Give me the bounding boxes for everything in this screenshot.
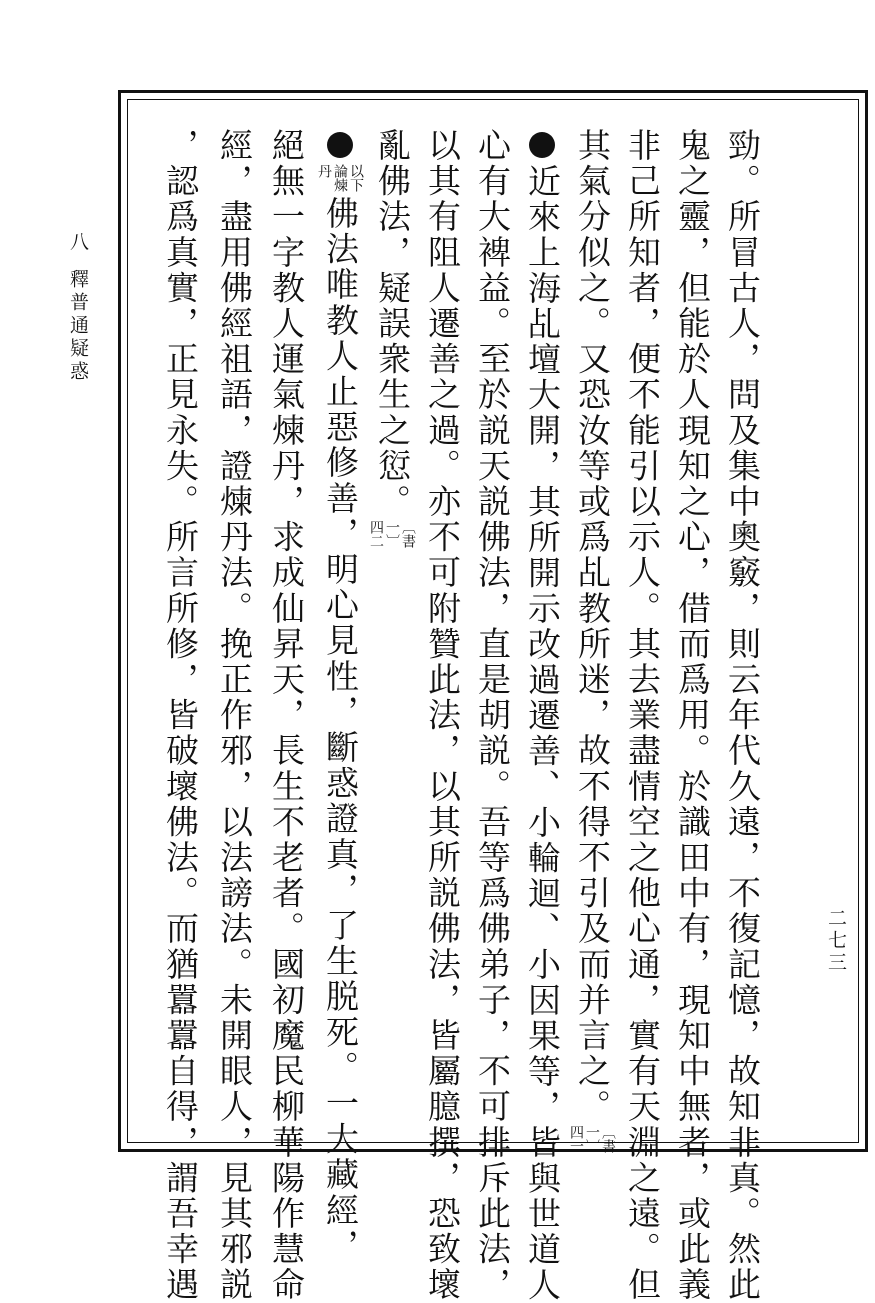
text-column-7	[418, 128, 466, 1303]
citation-note: 〔書一〕四一	[568, 1124, 616, 1153]
column-text: 近來上海乩壇大開，其所開示改過遷善、小輪迴、小因果等，皆與世道人	[523, 164, 562, 1303]
column-text: 絕無一字教人運氣煉丹，求成仙昇天，長生不老者。國初魔民柳華陽作慧命	[267, 128, 306, 1303]
column-text: 佛法唯教人止惡修善，明心見性，斷惑證真，了生脱死。一大藏經，	[321, 196, 360, 1264]
column-text: 心有大裨益。至於説天説佛法，直是胡説。吾等爲佛弟子，不可排斥此法，	[473, 128, 512, 1303]
text-column-8	[368, 128, 416, 1128]
text-column-11	[210, 128, 258, 1303]
text-column-12	[156, 128, 204, 1303]
column-text: 勁。所冒古人，問及集中奧竅，則云年代久遠，不復記憶，故知非真。然此	[723, 128, 762, 1303]
text-column-9	[316, 128, 364, 1264]
column-text: ，認爲真實，正見永失。所言所修，皆破壞佛法。而猶囂囂自得，謂吾幸遇	[161, 128, 200, 1303]
column-text: 亂佛法，疑誤衆生之愆。	[373, 128, 412, 520]
section-note: 以下論煉丹	[316, 164, 364, 192]
text-column-1	[718, 128, 766, 1303]
column-text: 其氣分似之。又恐汝等或爲乩教所迷，故不得不引及而并言之。	[573, 128, 612, 1125]
text-column-6	[468, 128, 516, 1303]
bullet-icon	[327, 132, 353, 158]
page-number-right: 二七三	[825, 908, 847, 974]
column-text: 以其有阻人遷善之過。亦不可附贊此法，以其所説佛法，皆屬臆撰，恐致壞	[423, 128, 462, 1303]
left-margin	[60, 232, 96, 384]
text-column-5	[518, 128, 566, 1303]
running-title: 釋普通疑惑	[67, 269, 89, 384]
text-column-3	[618, 128, 666, 1303]
text-column-4	[568, 128, 616, 1153]
column-text: 鬼之靈，但能於人現知之心，借而爲用。於識田中有，現知中無者，或此義	[673, 128, 712, 1303]
page-number-left: 八	[67, 232, 89, 255]
citation-note: 〔書一〕四二	[368, 519, 416, 548]
right-margin	[818, 908, 854, 974]
text-column-2	[668, 128, 716, 1303]
column-text: 非己所知者，便不能引以示人。其去業盡情空之他心通，實有天淵之遠。但	[623, 128, 662, 1303]
text-column-10	[262, 128, 310, 1303]
column-text: 經，盡用佛經祖語，證煉丹法。挽正作邪，以法謗法。未開眼人，見其邪説	[215, 128, 254, 1303]
bullet-icon	[529, 132, 555, 158]
